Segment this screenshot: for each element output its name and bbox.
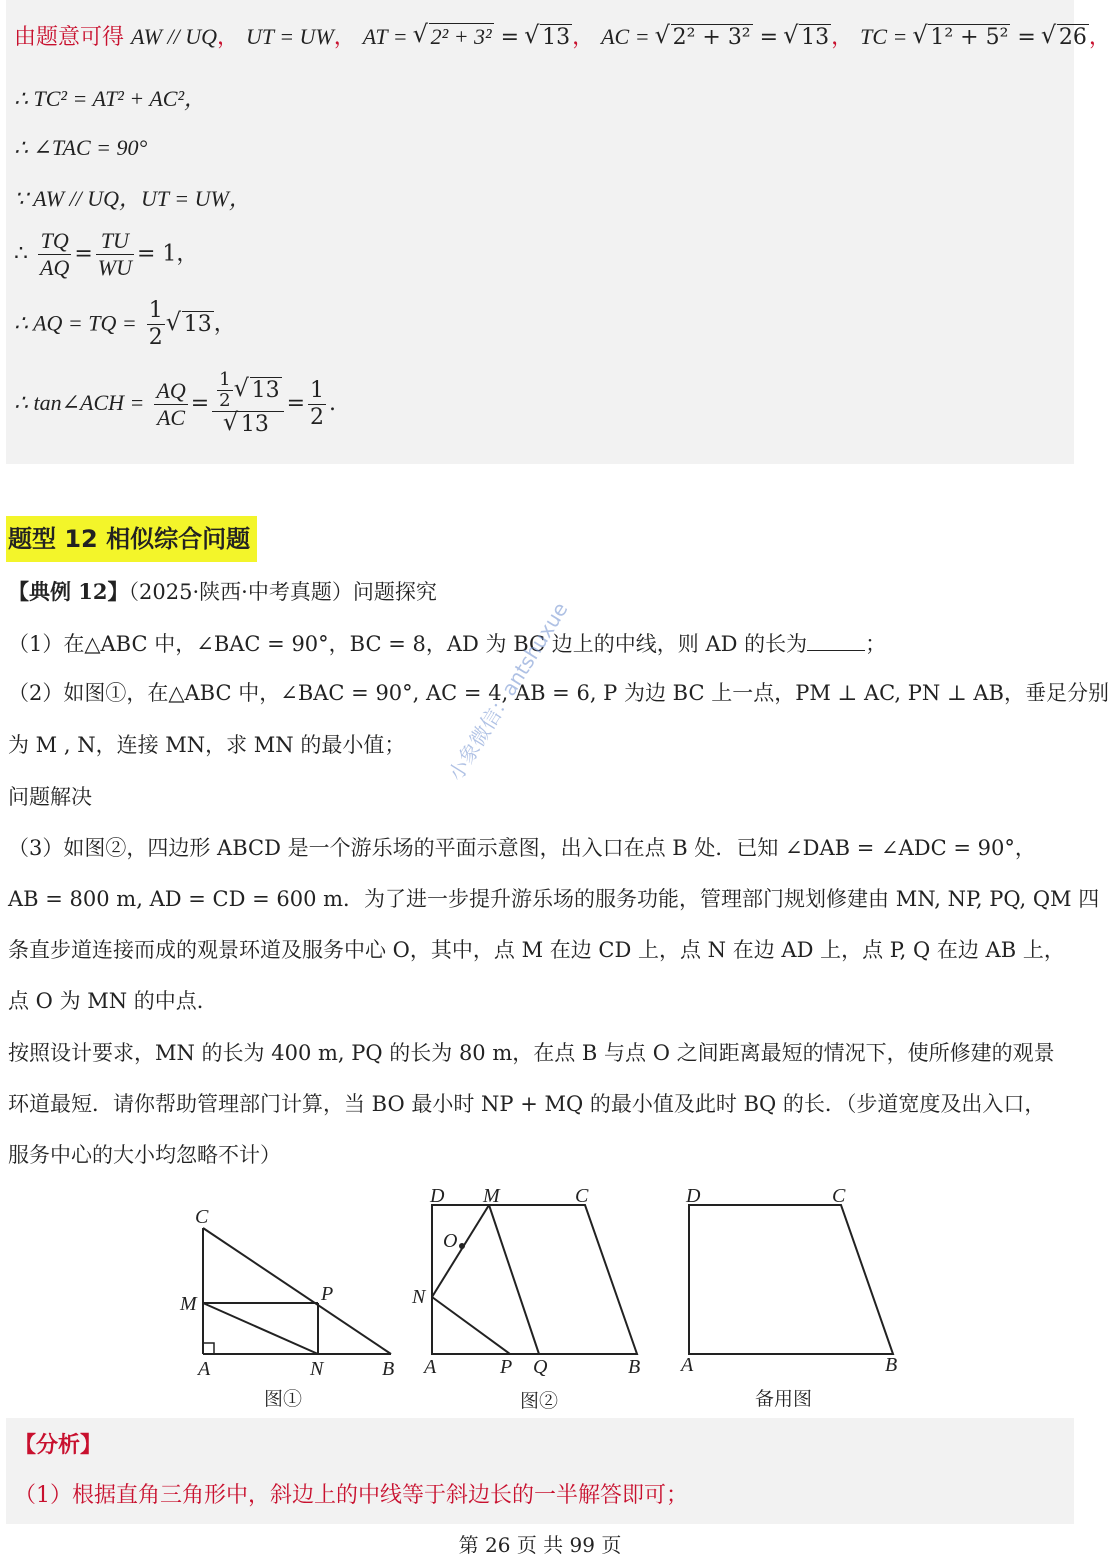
l7-prefix: ∴ tan∠ACH = xyxy=(14,390,145,415)
fig1-label-b: B xyxy=(382,1358,395,1380)
geometry-figures xyxy=(0,1180,1080,1420)
solution-line-4: ∵ AW // UQ，UT = UW， xyxy=(14,186,251,211)
question-1-end: ； xyxy=(865,632,887,656)
fig2-label-c: C xyxy=(575,1185,589,1207)
question-3-line-2: AB = 800 m, AD = CD = 600 m．为了进一步提升游乐场的服务功能，管理部门规划修建由 MN, NP, PQ, QM 四 xyxy=(8,887,1100,911)
question-1 xyxy=(8,628,886,659)
fig3-label-a: A xyxy=(681,1354,694,1376)
fig2-segment-np xyxy=(432,1297,510,1354)
sqrt-expr: √ 13 xyxy=(526,23,572,53)
l1-part: AT = xyxy=(362,24,408,49)
question-3-line-4: 点 O 为 MN 的中点． xyxy=(8,989,218,1013)
question-2-line-1: （2）如图①，在△ABC 中，∠BAC = 90°, AC = 4, AB = 6, P 为边 BC 上一点，PM ⊥ AC, PN ⊥ AB，垂足分别 xyxy=(8,681,1109,705)
solution-line-7: ∴ tan∠ACH = $\frac{AQ}{AC}$ = $\frac{1}{2}$ √ 13 √ 13 = $\frac{1}{2}$ . xyxy=(14,370,336,438)
solution-line-2: ∴ TC² = AT² + AC²， xyxy=(14,86,207,111)
fig1-segment-mn xyxy=(203,1303,318,1354)
sqrt-expr: √ 13 xyxy=(168,310,214,340)
therefore-symbol: ∴ xyxy=(14,241,28,267)
l1-part: = xyxy=(500,25,520,50)
fraction: $\frac{AQ}{AC}$ xyxy=(156,377,186,430)
question-3-line-5: 按照设计要求，MN 的长为 400 m, PQ 的长为 80 m，在点 B 与点 O 之间距离最短的情况下，使所修建的观景 xyxy=(8,1041,1055,1065)
figure-1 xyxy=(203,1228,391,1354)
question-3-line-3: 条直步道连接而成的观景环道及服务中心 O，其中，点 M 在边 CD 上，点 N 在边 AD 上，点 P, Q 在边 AB 上， xyxy=(8,938,1065,962)
figure-3-labels xyxy=(679,1185,897,1410)
solution-line-3: ∴ ∠TAC = 90° xyxy=(14,135,148,160)
example-source: （2025·陕西·中考真题）问题探究 xyxy=(128,580,437,604)
question-3-line-6: 环道最短．请你帮助管理部门计算，当 BO 最小时 NP + MQ 的最小值及此时 BQ 的长．（步道宽度及出入口， xyxy=(8,1092,1046,1116)
fig3-label-c: C xyxy=(832,1185,846,1207)
figure-1-labels xyxy=(179,1206,394,1410)
solution-line-1: 由题意可得 AW // UQ， UT = UW， AT = √ 2² + 3² = √ 13， AC = √ 2² + 3² = √ 13， TC = √ 1² + 5² = √ 26， xyxy=(14,22,1111,53)
watermark: 小象微信：antshuxue xyxy=(443,597,573,785)
l1-part: AC = xyxy=(601,24,650,49)
example-header xyxy=(8,577,437,607)
analysis-line-1: （1）根据直角三角形中，斜边上的中线等于斜边长的一半解答即可； xyxy=(14,1483,688,1508)
fig1-label-p: P xyxy=(321,1283,334,1305)
l6-prefix: ∴ AQ = TQ = xyxy=(14,310,137,336)
solution-line-5: ∴ $\frac{TQ}{AQ}$ = $\frac{TU}{WU}$ = 1， xyxy=(14,228,199,280)
fig2-label-q: Q xyxy=(533,1356,548,1378)
question-1-text: （1）在△ABC 中，∠BAC = 90°，BC = 8，AD 为 BC 边上的中线，则 AD 的长为 xyxy=(8,632,808,656)
fig1-side-bc xyxy=(203,1228,391,1354)
question-3-line-7: 服务中心的大小均忽略不计） xyxy=(8,1143,281,1167)
fig2-segment-mn xyxy=(432,1205,489,1297)
l1-part: UT = UW xyxy=(245,24,334,49)
fig1-right-angle-mark xyxy=(203,1343,214,1354)
solve-label: 问题解决 xyxy=(8,785,92,809)
fraction: $\frac{1}{2}$ xyxy=(148,298,163,350)
fig2-caption: 图② xyxy=(520,1390,559,1412)
analysis-panel xyxy=(6,1418,1074,1524)
fig1-caption: 图① xyxy=(264,1388,303,1410)
fig2-segment-mq xyxy=(489,1205,539,1354)
l1-part: AW // UQ xyxy=(131,24,217,49)
analysis-label: 【分析】 xyxy=(14,1432,103,1458)
fig2-label-n: N xyxy=(412,1286,426,1308)
fig2-label-p: P xyxy=(500,1356,513,1378)
fraction: $\frac{1}{2}$ √ 13 √ 13 xyxy=(212,370,283,438)
page-footer: 第 26 页 共 99 页 xyxy=(458,1533,622,1557)
l1-part: TC = xyxy=(860,24,908,49)
answer-blank xyxy=(807,628,865,651)
figure-2 xyxy=(432,1205,637,1354)
sqrt-expr: √ 13 xyxy=(785,23,831,53)
fig2-label-b: B xyxy=(628,1356,641,1378)
fig2-label-m: M xyxy=(483,1185,500,1207)
intro-label: 由题意可得 xyxy=(14,25,125,50)
fraction: $\frac{1}{2}$ xyxy=(310,377,325,430)
fig1-label-m: M xyxy=(180,1293,197,1315)
figure-3 xyxy=(689,1205,893,1354)
sqrt-expr: √ 2² + 3² xyxy=(657,23,753,53)
section-title: 题型 12 相似综合问题 xyxy=(6,516,257,562)
example-label: 【典例 12】 xyxy=(8,579,129,604)
fraction: $\frac{TU}{WU}$ xyxy=(97,228,132,280)
question-2-line-2: 为 M , N，连接 MN，求 MN 的最小值； xyxy=(8,733,406,757)
fig3-quadrilateral-abcd xyxy=(689,1205,893,1354)
fig2-label-a: A xyxy=(424,1356,437,1378)
fig1-label-n: N xyxy=(310,1358,324,1380)
fig2-label-o: O xyxy=(443,1230,458,1252)
fig3-label-b: B xyxy=(885,1354,898,1376)
sqrt-expr: √ 2² + 3² xyxy=(415,22,494,53)
fig1-label-a: A xyxy=(198,1358,211,1380)
l1-part: = xyxy=(1017,25,1036,50)
l6-tail: ， xyxy=(213,311,236,337)
l7-tail: . xyxy=(329,391,337,416)
figure-2-labels xyxy=(411,1185,640,1412)
fig3-label-d: D xyxy=(686,1185,701,1207)
fig2-quadrilateral-abcd xyxy=(432,1205,637,1354)
sqrt-expr: √ 26 xyxy=(1043,23,1089,53)
sqrt-expr: √ 1² + 5² xyxy=(914,23,1010,53)
fraction: $\frac{TQ}{AQ}$ xyxy=(40,228,70,280)
question-3-line-1: （3）如图②，四边形 ABCD 是一个游乐场的平面示意图，出入口在点 B 处．已知 ∠DAB = ∠ADC = 90°， xyxy=(8,836,1036,860)
l5-tail: = 1， xyxy=(136,241,199,267)
solution-line-6 xyxy=(14,298,236,351)
fig3-caption: 备用图 xyxy=(755,1388,813,1410)
l1-part: = xyxy=(759,25,779,50)
fig2-label-d: D xyxy=(430,1185,445,1207)
fig1-label-c: C xyxy=(195,1206,209,1228)
fig2-point-o xyxy=(459,1243,465,1249)
solution-panel xyxy=(6,0,1111,464)
